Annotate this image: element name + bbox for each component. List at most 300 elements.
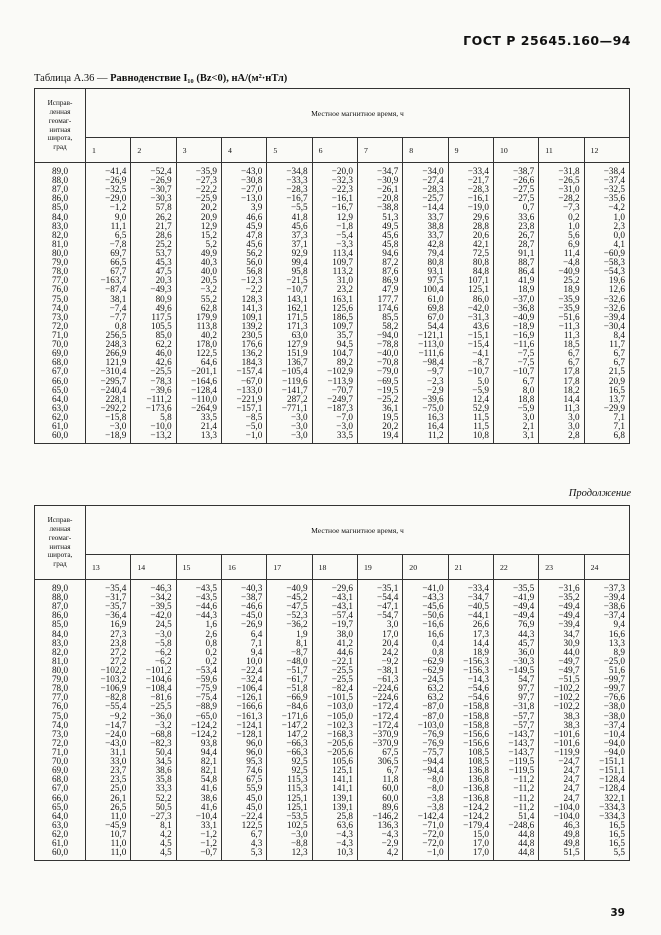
cell-value: −40,9 [558, 266, 580, 277]
cell-value: 3,1 [522, 430, 535, 441]
cell-value: −10,0 [150, 421, 172, 432]
cell-value: 109,1 [241, 311, 263, 322]
cell-value: −35,4 [105, 583, 127, 593]
cell-value: −151,1 [599, 765, 625, 776]
cell-value: −264,9 [191, 402, 217, 413]
latitude-value: 89,0 [51, 583, 69, 593]
cell-value: −28,3 [286, 184, 308, 195]
cell-value: −37,0 [513, 293, 535, 304]
value-column [221, 580, 266, 858]
cell-value: −9,2 [381, 655, 399, 666]
cell-value: 11,0 [110, 847, 127, 858]
cell-value: −62,9 [422, 655, 444, 666]
latitude-value: 87,0 [51, 184, 69, 195]
value-column [493, 163, 538, 441]
cell-value: −156,3 [463, 655, 489, 666]
latitude-value: 87,0 [51, 601, 69, 612]
cell-value: −30,4 [603, 320, 625, 331]
cell-value: 6,7 [522, 375, 535, 386]
cell-value: −240,4 [100, 384, 127, 395]
cell-value: 6,8 [613, 430, 625, 441]
cell-value: −94,4 [422, 756, 444, 767]
cell-value: −119,5 [508, 765, 535, 776]
cell-value: −27,4 [422, 175, 444, 186]
cell-value: −11,2 [513, 774, 535, 785]
cell-value: 82,1 [200, 756, 217, 767]
cell-value: −33,4 [467, 166, 489, 176]
cell-value: −3,2 [154, 719, 172, 730]
table-bottom-rule [86, 857, 131, 861]
local-time-header: Местное магнитное время, ч [86, 506, 630, 555]
cell-value: 8,0 [522, 384, 535, 395]
cell-value: 20,9 [200, 211, 217, 222]
value-column [267, 163, 312, 441]
hour-header: 12 [584, 138, 629, 163]
cell-value: 17,8 [563, 366, 580, 377]
cell-value: −105,4 [281, 366, 308, 377]
cell-value: 91,1 [518, 247, 535, 258]
cell-value: 0,0 [613, 229, 625, 240]
cell-value: 40,3 [200, 257, 217, 268]
cell-value: −31,3 [467, 311, 489, 322]
latitude-value: 79,0 [51, 674, 69, 685]
cell-value: −32,3 [331, 175, 353, 186]
cell-value: 23,8 [518, 220, 535, 231]
cell-value: 136,7 [286, 357, 308, 368]
cell-value: −38,7 [513, 166, 535, 176]
cell-value: 228,1 [105, 393, 127, 404]
cell-value: −121,1 [417, 329, 444, 340]
cell-value: −12,3 [241, 275, 263, 286]
cell-value: −24,5 [422, 674, 444, 685]
cell-value: 40,2 [200, 329, 217, 340]
value-column [448, 163, 493, 441]
cell-value: 11,0 [110, 838, 127, 849]
value-column [357, 163, 402, 441]
cell-value: 136,8 [468, 774, 489, 785]
cell-value: −3,0 [336, 421, 353, 432]
cell-value: −771,1 [281, 402, 308, 413]
cell-value: 3,0 [568, 421, 580, 432]
table-bottom-rule [267, 440, 312, 444]
cell-value: −54,6 [467, 692, 489, 703]
cell-value: 63,6 [336, 819, 353, 830]
cell-value: −29,0 [105, 193, 127, 204]
cell-value: 97,7 [518, 683, 535, 694]
cell-value: −111,6 [418, 348, 444, 359]
cell-value: 40,0 [200, 266, 217, 277]
cell-value: 35,8 [155, 774, 172, 785]
cell-value: −8,5 [245, 411, 263, 422]
cell-value: 43,6 [472, 320, 489, 331]
cell-value: 3,9 [250, 202, 263, 213]
hour-header: 2 [131, 138, 176, 163]
cell-value: −2,9 [381, 838, 399, 849]
cell-value: −72,0 [422, 838, 444, 849]
cell-value: −71,0 [422, 819, 444, 830]
cell-value: 15,2 [200, 229, 217, 240]
cell-value: 8,1 [160, 819, 172, 830]
cell-value: 23,8 [110, 637, 127, 648]
cell-value: −37,4 [603, 175, 625, 186]
cell-value: 147,2 [286, 728, 308, 739]
cell-value: 20,4 [382, 637, 399, 648]
cell-value: −47,1 [377, 601, 399, 612]
cell-value: 66,5 [110, 257, 127, 268]
value-column [584, 580, 629, 858]
cell-value: −4,1 [472, 348, 489, 359]
cell-value: 177,7 [377, 293, 399, 304]
cell-value: −15,4 [467, 339, 489, 350]
cell-value: 248,3 [105, 339, 127, 350]
cell-value: −59,6 [195, 674, 217, 685]
hour-header: 23 [539, 555, 584, 580]
value-column [131, 163, 176, 441]
cell-value: 2,6 [205, 628, 217, 639]
cell-value: −156,6 [463, 737, 489, 748]
table-bottom-rule [584, 857, 629, 861]
cell-value: −99,7 [603, 674, 625, 685]
cell-value: −8,7 [472, 357, 489, 368]
hour-header: 22 [493, 555, 538, 580]
page-number: 39 [610, 907, 625, 919]
hour-header: 21 [448, 555, 493, 580]
cell-value: 44,3 [518, 628, 535, 639]
table-bottom-rule [86, 440, 131, 444]
cell-value: 128,3 [241, 293, 263, 304]
cell-value: −78,3 [150, 375, 172, 386]
cell-value: −26,5 [558, 175, 580, 186]
cell-value: 54,7 [518, 674, 535, 685]
cell-value: −103,0 [417, 719, 444, 730]
cell-value: 266,9 [105, 348, 127, 359]
cell-value: −39,5 [150, 601, 172, 612]
cell-value: −45,6 [422, 601, 444, 612]
cell-value: 56,2 [246, 247, 263, 258]
cell-value: −19,7 [331, 619, 353, 630]
cell-value: −102,2 [553, 683, 580, 694]
cell-value: 80,9 [155, 293, 172, 304]
value-column [131, 580, 176, 858]
cell-value: 33,5 [336, 430, 353, 441]
cell-value: 72,5 [472, 247, 489, 258]
cell-value: −6,2 [154, 655, 172, 666]
cell-value: −51,8 [286, 683, 308, 694]
cell-value: 6,7 [613, 348, 625, 359]
cell-value: −4,3 [336, 828, 353, 839]
cell-value: −22,4 [241, 810, 263, 821]
cell-value: −49,3 [150, 284, 172, 295]
cell-value: −124,1 [236, 719, 263, 730]
cell-value: −38,4 [603, 166, 625, 176]
hour-header: 8 [403, 138, 448, 163]
value-column [403, 580, 448, 858]
hour-header: 13 [86, 555, 131, 580]
cell-value: 26,6 [472, 619, 489, 630]
cell-value: 6,7 [613, 357, 625, 368]
cell-value: 42,8 [427, 238, 444, 249]
cell-value: 51,5 [563, 847, 580, 858]
cell-value: 24,5 [155, 619, 172, 630]
cell-value: −5,0 [245, 421, 263, 432]
latitude-value: 63,0 [51, 819, 69, 830]
hour-header: 20 [403, 555, 448, 580]
cell-value: −157,1 [236, 402, 263, 413]
cell-value: −43,1 [331, 601, 353, 612]
cell-value: −163,7 [100, 275, 127, 286]
cell-value: 171,5 [286, 311, 308, 322]
cell-value: 115,3 [287, 774, 308, 785]
cell-value: −33,3 [286, 175, 308, 186]
cell-value: −161,3 [236, 710, 263, 721]
cell-value: 67,0 [427, 311, 444, 322]
cell-value: −128,4 [599, 774, 625, 785]
corrected-latitude-header: Исправ- ленная геомаг- нитная широта, град [35, 89, 86, 163]
cell-value: 5,2 [205, 238, 217, 249]
cell-value: −27,5 [513, 193, 535, 204]
latitude-value: 64,0 [51, 810, 69, 821]
cell-value: 163,1 [332, 293, 353, 304]
cell-value: −35,6 [603, 193, 625, 204]
cell-value: 28,8 [472, 220, 489, 231]
cell-value: −43,3 [422, 592, 444, 603]
cell-value: −3,2 [200, 284, 217, 295]
latitude-column [35, 163, 86, 441]
cell-value: 17,0 [472, 838, 489, 849]
cell-value: −76,6 [603, 692, 625, 703]
cell-value: −10,4 [195, 810, 217, 821]
cell-value: −34,2 [150, 592, 172, 603]
cell-value: −20,0 [331, 166, 353, 176]
cell-value: −43,5 [195, 592, 217, 603]
cell-value: −124,2 [191, 719, 217, 730]
latitude-value: 81,0 [51, 238, 69, 249]
table-bottom-rule [448, 857, 493, 861]
cell-value: 14,4 [563, 393, 580, 404]
hour-header: 9 [448, 138, 493, 163]
cell-value: 38,6 [155, 765, 172, 776]
value-column [403, 163, 448, 441]
cell-value: 76,9 [518, 619, 535, 630]
cell-value: −38,7 [241, 592, 263, 603]
cell-value: −30,3 [150, 193, 172, 204]
cell-value: 8,1 [296, 637, 308, 648]
cell-value: −1,2 [200, 828, 217, 839]
cell-value: 0,2 [205, 646, 217, 657]
cell-value: −6,2 [154, 646, 172, 657]
cell-value: −88,9 [195, 701, 217, 712]
cell-value: −82,4 [331, 683, 353, 694]
cell-value: 80,8 [427, 257, 444, 268]
cell-value: 117,5 [151, 311, 172, 322]
table-hours-1-12 [34, 88, 630, 444]
cell-value: 41,8 [291, 211, 308, 222]
hour-header: 3 [176, 138, 221, 163]
cell-value: −35,9 [195, 166, 217, 176]
hour-header: 10 [493, 138, 538, 163]
cell-value: −82,3 [150, 737, 172, 748]
cell-value: −27,0 [241, 184, 263, 195]
cell-value: 13,7 [608, 393, 625, 404]
cell-value: 17,0 [382, 628, 399, 639]
cell-value: −28,3 [422, 184, 444, 195]
cell-value: −29,9 [603, 402, 625, 413]
cell-value: 52,9 [472, 402, 489, 413]
cell-value: −27,5 [513, 184, 535, 195]
cell-value: −111,2 [146, 393, 172, 404]
cell-value: 10,3 [336, 847, 353, 858]
table-bottom-rule [176, 857, 221, 861]
cell-value: −149,5 [508, 664, 535, 675]
cell-value: 60,0 [382, 792, 399, 803]
cell-value: 26,1 [110, 792, 127, 803]
cell-value: 102,5 [286, 819, 308, 830]
value-column [357, 580, 402, 858]
cell-value: 11,0 [110, 810, 127, 821]
cell-value: −53,4 [195, 664, 217, 675]
cell-value: 10,7 [110, 828, 127, 839]
cell-value: −128,1 [236, 728, 263, 739]
cell-value: 0,4 [432, 637, 444, 648]
cell-value: 44,8 [518, 847, 535, 858]
latitude-value: 70,0 [51, 756, 69, 767]
cell-value: 105,6 [332, 756, 353, 767]
cell-value: −16,1 [467, 193, 489, 204]
cell-value: 322,1 [604, 792, 625, 803]
cell-value: −224,6 [372, 683, 399, 694]
value-column [539, 163, 584, 441]
cell-value: 20,9 [608, 375, 625, 386]
cell-value: −146,2 [372, 810, 399, 821]
cell-value: −221,9 [236, 393, 263, 404]
cell-value: −66,3 [286, 746, 308, 757]
cell-value: 96,0 [246, 746, 263, 757]
value-column [267, 580, 312, 858]
cell-value: 16,5 [608, 838, 625, 849]
cell-value: −34,7 [377, 166, 399, 176]
cell-value: −36,2 [286, 619, 308, 630]
latitude-value: 88,0 [51, 175, 69, 186]
cell-value: −102,2 [553, 701, 580, 712]
cell-value: 0,2 [568, 211, 580, 222]
cell-value: −31,8 [513, 701, 535, 712]
cell-value: 2,3 [613, 220, 625, 231]
cell-value: −158,8 [463, 701, 489, 712]
table-bottom-rule [131, 440, 176, 444]
cell-value: −7,7 [109, 311, 127, 322]
table-bottom-rule [357, 440, 402, 444]
cell-value: 151,9 [286, 348, 308, 359]
cell-value: −19,5 [377, 384, 399, 395]
cell-value: −16,1 [331, 193, 353, 204]
cell-value: −143,7 [508, 746, 535, 757]
cell-value: −60,9 [603, 247, 625, 258]
cell-value: −25,7 [422, 193, 444, 204]
table-bottom-rule [35, 857, 86, 861]
cell-value: 93,1 [427, 266, 444, 277]
cell-value: 14,4 [472, 637, 489, 648]
cell-value: 9,0 [114, 211, 127, 222]
cell-value: −52,4 [150, 166, 172, 176]
cell-value: −11,3 [558, 320, 580, 331]
cell-value: −103,2 [100, 674, 127, 685]
cell-value: 50,4 [155, 746, 172, 757]
cell-value: 16,3 [427, 411, 444, 422]
cell-value: 171,3 [286, 320, 308, 331]
cell-value: 4,5 [160, 838, 172, 849]
cell-value: −37,4 [603, 610, 625, 621]
cell-value: −108,4 [145, 683, 172, 694]
cell-value: −3,0 [154, 628, 172, 639]
cell-value: 44,8 [518, 838, 535, 849]
cell-value: −27,3 [150, 810, 172, 821]
cell-value: −32,5 [603, 184, 625, 195]
cell-value: −1,2 [109, 202, 127, 213]
cell-value: −49,4 [558, 610, 580, 621]
cell-value: −26,1 [377, 184, 399, 195]
cell-value: −32,4 [241, 674, 263, 685]
cell-value: 45,3 [155, 257, 172, 268]
cell-value: 16,6 [427, 628, 444, 639]
cell-value: 89,6 [382, 801, 399, 812]
cell-value: 26,2 [155, 211, 172, 222]
cell-value: −39,6 [150, 384, 172, 395]
cell-value: 17,3 [472, 628, 489, 639]
latitude-value: 68,0 [51, 357, 69, 368]
cell-value: 28,7 [518, 238, 535, 249]
cell-value: 51,6 [608, 664, 625, 675]
cell-value: −128,4 [191, 384, 217, 395]
hour-header: 19 [357, 555, 402, 580]
cell-value: 19,6 [608, 275, 625, 286]
cell-value: 69,7 [110, 247, 127, 258]
latitude-value: 67,0 [51, 366, 69, 377]
latitude-value: 77,0 [51, 275, 69, 286]
cell-value: −24,7 [558, 756, 580, 767]
cell-value: 64,6 [200, 357, 217, 368]
cell-value: −101,5 [327, 692, 353, 703]
cell-value: −10,7 [286, 284, 308, 295]
table-bottom-rule [403, 857, 448, 861]
cell-value: 143,1 [286, 293, 308, 304]
cell-value: −99,7 [603, 683, 625, 694]
latitude-value: 82,0 [51, 646, 69, 657]
cell-value: −37,4 [603, 719, 625, 730]
cell-value: −75,9 [195, 683, 217, 694]
cell-value: −57,4 [331, 610, 353, 621]
local-time-header: Местное магнитное время, ч [86, 89, 630, 138]
cell-value: 6,7 [386, 765, 399, 776]
cell-value: −42,0 [150, 610, 172, 621]
cell-value: −334,3 [599, 810, 625, 821]
cell-value: −13,2 [150, 430, 172, 441]
cell-value: 23,2 [336, 284, 353, 295]
cell-value: 82,1 [200, 765, 217, 776]
value-column [86, 580, 131, 858]
cell-value: 4,1 [613, 238, 625, 249]
cell-value: 184,3 [241, 357, 263, 368]
cell-value: 86,9 [382, 275, 399, 286]
cell-value: −41,4 [105, 166, 127, 176]
cell-value: 45,0 [246, 801, 263, 812]
cell-value: −104,0 [553, 801, 580, 812]
cell-value: −49,7 [558, 655, 580, 666]
cell-value: 67,7 [110, 266, 127, 277]
cell-value: 55,9 [246, 783, 263, 794]
cell-value: 31,1 [110, 746, 127, 757]
cell-value: 92,5 [291, 765, 308, 776]
cell-value: −30,8 [241, 175, 263, 186]
